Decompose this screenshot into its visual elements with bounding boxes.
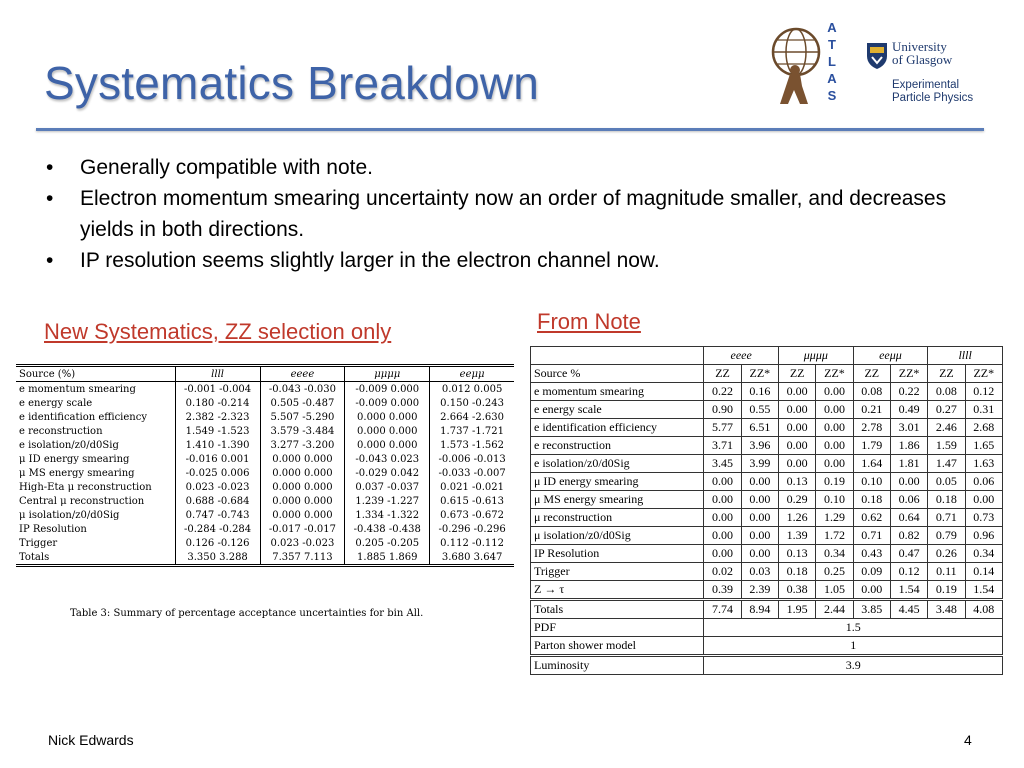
table-cell: 1.63 — [965, 455, 1002, 473]
table-cell: e energy scale — [19, 397, 93, 409]
uog-name-line2: of Glasgow — [892, 52, 953, 67]
table-cell: -0.009 0.000 — [345, 382, 430, 397]
table-cell: 0.00 — [779, 437, 816, 455]
table-cell: 0.673 -0.672 — [430, 508, 514, 522]
table-cell: 0.150 -0.243 — [430, 396, 514, 410]
table-cell: Trigger — [19, 537, 58, 549]
table-cell: Totals — [16, 550, 175, 566]
table-cell: Parton shower model — [531, 637, 704, 656]
table-cell: 0.29 — [779, 491, 816, 509]
table-cell: 1.885 1.869 — [345, 550, 430, 566]
table-cell: 0.16 — [741, 383, 778, 401]
table-cell: 0.12 — [965, 383, 1002, 401]
table-cell: IP Resolution — [531, 545, 704, 563]
sub-header: ZZ* — [741, 365, 778, 383]
table-cell: -0.025 0.006 — [175, 466, 260, 480]
table-row — [531, 419, 1003, 437]
new-systematics-table — [16, 364, 514, 567]
new-systematics-table-container — [16, 364, 514, 567]
slide-title: Systematics Breakdown — [44, 57, 540, 109]
sub-header: ZZ — [853, 365, 890, 383]
column-header: llll — [175, 366, 260, 382]
table-cell: 1.47 — [928, 455, 965, 473]
table-cell: 5.77 — [704, 419, 741, 437]
table-cell: e isolation/z0/d0Sig — [19, 439, 119, 451]
table-cell: 0.21 — [853, 401, 890, 419]
table-cell: 1.79 — [853, 437, 890, 455]
table-cell: 0.037 -0.037 — [345, 480, 430, 494]
note-table-container — [530, 346, 1003, 675]
table-cell: 0.96 — [965, 527, 1002, 545]
column-header: Source (%) — [16, 366, 175, 382]
table-cell: 0.615 -0.613 — [430, 494, 514, 508]
table-cell: 0.31 — [965, 401, 1002, 419]
table-cell: 2.46 — [928, 419, 965, 437]
uog-name-line1: University — [892, 39, 947, 54]
bullet-item — [46, 152, 976, 183]
table-cell: 0.12 — [890, 563, 927, 581]
table-row — [531, 491, 1003, 509]
group-header-row — [531, 347, 1003, 365]
table-cell: -0.438 -0.438 — [345, 522, 430, 536]
table-cell: 0.00 — [816, 383, 853, 401]
table-cell: 0.000 0.000 — [345, 424, 430, 438]
table-cell: 0.25 — [816, 563, 853, 581]
table-cell: 0.021 -0.021 — [430, 480, 514, 494]
table-cell: 3.680 3.647 — [430, 550, 514, 566]
table-cell: 0.62 — [853, 509, 890, 527]
bullet-text: Electron momentum smearing uncertainty now an order of magnitude smaller, and decreases yields in both directions. — [80, 187, 947, 241]
table-cell: 0.02 — [704, 563, 741, 581]
table-cell: 0.023 -0.023 — [175, 480, 260, 494]
table-cell: 0.00 — [816, 419, 853, 437]
table-cell: Z → τ — [531, 581, 704, 600]
table-cell: 0.22 — [704, 383, 741, 401]
table-row — [531, 581, 1003, 600]
table-cell: 0.10 — [816, 491, 853, 509]
table-row — [16, 550, 514, 566]
table-cell: 0.505 -0.487 — [260, 396, 345, 410]
table-cell: e identification efficiency — [531, 419, 704, 437]
new-systematics-label: New Systematics, ZZ selection only — [44, 319, 392, 344]
table-cell: 1.64 — [853, 455, 890, 473]
table-cell: Luminosity — [531, 656, 704, 675]
table-cell: μ isolation/z0/d0Sig — [19, 509, 120, 521]
table-cell: 4.45 — [890, 600, 927, 619]
table-cell: μ ID energy smearing — [19, 453, 130, 465]
svg-text:A: A — [827, 20, 837, 35]
table-cell: 1.65 — [965, 437, 1002, 455]
table-row — [531, 383, 1003, 401]
table-cell: 0.27 — [928, 401, 965, 419]
table-cell: PDF — [531, 619, 704, 637]
table-cell: 0.47 — [890, 545, 927, 563]
table-row — [16, 382, 514, 397]
table-cell: 0.18 — [853, 491, 890, 509]
table-cell: 0.43 — [853, 545, 890, 563]
table-cell: 7.357 7.113 — [260, 550, 345, 566]
uog-dept-line1: Experimental — [892, 79, 960, 91]
table-cell: 0.73 — [965, 509, 1002, 527]
table-cell: -0.017 -0.017 — [260, 522, 345, 536]
table-cell: 2.44 — [816, 600, 853, 619]
table-cell: 0.64 — [890, 509, 927, 527]
from-note-label: From Note — [537, 309, 641, 334]
table-cell: 0.18 — [779, 563, 816, 581]
table-cell: 1.29 — [816, 509, 853, 527]
table-cell: 0.00 — [704, 545, 741, 563]
table-row — [531, 455, 1003, 473]
table-cell: High-Eta μ reconstruction — [19, 481, 152, 493]
table-cell: e identification efficiency — [19, 411, 147, 423]
table-cell: 5.507 -5.290 — [260, 410, 345, 424]
table-cell: μ MS energy smearing — [531, 491, 704, 509]
table-cell: 0.14 — [965, 563, 1002, 581]
sub-header: ZZ — [928, 365, 965, 383]
table-cell: 2.68 — [965, 419, 1002, 437]
sub-header-row — [531, 365, 1003, 383]
table-cell: 4.08 — [965, 600, 1002, 619]
table-cell: e isolation/z0/d0Sig — [531, 455, 704, 473]
table-row — [531, 545, 1003, 563]
table-cell: μ isolation/z0/d0Sig — [531, 527, 704, 545]
bullet-marker: • — [46, 187, 54, 210]
sub-header: ZZ — [704, 365, 741, 383]
table-cell: 0.19 — [816, 473, 853, 491]
table-cell: μ ID energy smearing — [531, 473, 704, 491]
table-cell: 1.95 — [779, 600, 816, 619]
empty-header-cell — [531, 347, 704, 365]
table-cell: 2.664 -2.630 — [430, 410, 514, 424]
table-cell: 0.22 — [890, 383, 927, 401]
table-cell: μ MS energy smearing — [19, 467, 135, 479]
table-row — [531, 473, 1003, 491]
table-cell: 1.737 -1.721 — [430, 424, 514, 438]
table-row — [16, 424, 514, 438]
table-cell: 0.023 -0.023 — [260, 536, 345, 550]
table-cell: -0.029 0.042 — [345, 466, 430, 480]
table-cell: 0.00 — [816, 437, 853, 455]
table-cell: 3.579 -3.484 — [260, 424, 345, 438]
table-cell: 3.45 — [704, 455, 741, 473]
table-cell: 0.00 — [779, 383, 816, 401]
table-cell: 1.549 -1.523 — [175, 424, 260, 438]
table-caption: Table 3: Summary of percentage acceptance uncertainties for bin All. — [70, 608, 424, 619]
table-cell: 0.26 — [928, 545, 965, 563]
table-cell: e momentum smearing — [19, 383, 136, 395]
totals-row — [531, 600, 1003, 619]
table-row — [531, 437, 1003, 455]
table-cell: 0.112 -0.112 — [430, 536, 514, 550]
table-cell: 0.00 — [779, 419, 816, 437]
table-cell: 3.96 — [741, 437, 778, 455]
table-cell: 1.72 — [816, 527, 853, 545]
table-cell: Central μ reconstruction — [19, 495, 145, 507]
table-cell: 0.38 — [779, 581, 816, 600]
table-cell: 0.39 — [704, 581, 741, 600]
table-cell: 6.51 — [741, 419, 778, 437]
table-row — [16, 466, 514, 480]
table-cell: 0.00 — [741, 545, 778, 563]
table-cell: 0.49 — [890, 401, 927, 419]
sub-header: ZZ* — [816, 365, 853, 383]
bullet-text: Generally compatible with note. — [80, 156, 373, 179]
glasgow-crest-icon — [866, 42, 888, 70]
table-cell: 0.000 0.000 — [260, 452, 345, 466]
table-cell: 0.82 — [890, 527, 927, 545]
uog-dept-line2: Particle Physics — [892, 92, 974, 104]
table-cell: 0.06 — [890, 491, 927, 509]
column-header: eeee — [260, 366, 345, 382]
svg-text:T: T — [828, 37, 836, 52]
table-cell: 0.000 0.000 — [260, 508, 345, 522]
table-cell: 0.03 — [741, 563, 778, 581]
table-cell: 0.00 — [741, 473, 778, 491]
table-cell: 0.90 — [704, 401, 741, 419]
table-cell: -0.001 -0.004 — [175, 382, 260, 397]
table-cell: 0.00 — [741, 527, 778, 545]
table-cell: -0.296 -0.296 — [430, 522, 514, 536]
table-cell: -0.033 -0.007 — [430, 466, 514, 480]
table-cell: 1.86 — [890, 437, 927, 455]
table-header-row — [16, 366, 514, 382]
pdf-row — [531, 619, 1003, 637]
table-cell: 0.71 — [928, 509, 965, 527]
table-cell: 0.180 -0.214 — [175, 396, 260, 410]
table-cell: IP Resolution — [19, 523, 87, 535]
table-cell: 1.59 — [928, 437, 965, 455]
table-cell: 1.239 -1.227 — [345, 494, 430, 508]
column-header: μμμμ — [345, 366, 430, 382]
table-cell: 0.34 — [965, 545, 1002, 563]
table-cell: 0.688 -0.684 — [175, 494, 260, 508]
group-header: eeμμ — [853, 347, 928, 365]
table-cell: -0.016 0.001 — [175, 452, 260, 466]
note-systematics-table — [530, 346, 1003, 675]
group-header: eeee — [704, 347, 779, 365]
table-row — [16, 438, 514, 452]
table-cell: 0.00 — [741, 491, 778, 509]
table-cell: Totals — [531, 600, 704, 619]
table-cell: 1.54 — [965, 581, 1002, 600]
table-cell: 0.012 0.005 — [430, 382, 514, 397]
table-cell: μ reconstruction — [531, 509, 704, 527]
bullet-item — [46, 245, 976, 276]
table-cell: 0.00 — [704, 527, 741, 545]
table-cell: 0.00 — [816, 455, 853, 473]
table-cell: 3.48 — [928, 600, 965, 619]
table-cell: 0.05 — [928, 473, 965, 491]
table-cell: 0.71 — [853, 527, 890, 545]
table-cell: 2.382 -2.323 — [175, 410, 260, 424]
table-cell: 1.81 — [890, 455, 927, 473]
table-cell: -0.284 -0.284 — [175, 522, 260, 536]
parton-shower-row — [531, 637, 1003, 656]
table-cell: 1.26 — [779, 509, 816, 527]
table-row — [16, 410, 514, 424]
table-cell: -0.043 0.023 — [345, 452, 430, 466]
svg-text:S: S — [827, 88, 837, 103]
table-cell: 3.9 — [704, 656, 1003, 675]
table-row — [531, 509, 1003, 527]
bullet-list — [46, 152, 976, 276]
table-cell: 0.00 — [704, 491, 741, 509]
table-cell: 0.09 — [853, 563, 890, 581]
table-cell: 1.573 -1.562 — [430, 438, 514, 452]
table-cell: 0.19 — [928, 581, 965, 600]
table-row — [16, 396, 514, 410]
table-cell: -0.009 0.000 — [345, 396, 430, 410]
table-cell: 0.000 0.000 — [260, 480, 345, 494]
table-cell: 0.00 — [704, 509, 741, 527]
table-cell: 0.00 — [853, 581, 890, 600]
table-cell: 0.00 — [779, 455, 816, 473]
atlas-logo — [762, 18, 844, 110]
table-row — [16, 480, 514, 494]
table-cell: e energy scale — [531, 401, 704, 419]
table-row — [531, 563, 1003, 581]
table-cell: 3.99 — [741, 455, 778, 473]
table-row — [16, 508, 514, 522]
university-of-glasgow-logo — [866, 38, 978, 108]
sub-header: ZZ — [779, 365, 816, 383]
bullet-marker: • — [46, 156, 54, 179]
table-cell: 0.06 — [965, 473, 1002, 491]
table-cell: 1.410 -1.390 — [175, 438, 260, 452]
title-divider — [36, 128, 984, 131]
table-cell: 0.000 0.000 — [345, 438, 430, 452]
table-cell: 0.55 — [741, 401, 778, 419]
bullet-item — [46, 183, 976, 245]
table-cell: 1.05 — [816, 581, 853, 600]
table-cell: 3.277 -3.200 — [260, 438, 345, 452]
table-cell: 0.000 0.000 — [345, 410, 430, 424]
footer-author: Nick Edwards — [48, 732, 134, 748]
bullet-text: IP resolution seems slightly larger in the electron channel now. — [80, 249, 660, 272]
group-header: μμμμ — [779, 347, 854, 365]
table-cell: 0.10 — [853, 473, 890, 491]
source-header: Source % — [531, 365, 704, 383]
table-cell: 0.00 — [965, 491, 1002, 509]
table-cell: 0.11 — [928, 563, 965, 581]
table-cell: 0.00 — [890, 473, 927, 491]
table-cell: 3.71 — [704, 437, 741, 455]
table-cell: 8.94 — [741, 600, 778, 619]
table-cell: 0.13 — [779, 473, 816, 491]
table-cell: 3.01 — [890, 419, 927, 437]
table-cell: 1.334 -1.322 — [345, 508, 430, 522]
table-cell: 0.18 — [928, 491, 965, 509]
table-cell: 1.5 — [704, 619, 1003, 637]
svg-text:A: A — [827, 71, 837, 86]
table-cell: 0.79 — [928, 527, 965, 545]
sub-header: ZZ* — [890, 365, 927, 383]
table-cell: e momentum smearing — [531, 383, 704, 401]
table-cell: Trigger — [531, 563, 704, 581]
table-cell: 3.350 3.288 — [175, 550, 260, 566]
table-cell: 0.126 -0.126 — [175, 536, 260, 550]
table-row — [16, 494, 514, 508]
table-cell: 0.747 -0.743 — [175, 508, 260, 522]
table-cell: -0.043 -0.030 — [260, 382, 345, 397]
table-row — [16, 536, 514, 550]
table-cell: 0.205 -0.205 — [345, 536, 430, 550]
table-cell: 3.85 — [853, 600, 890, 619]
table-cell: 1.39 — [779, 527, 816, 545]
table-cell: 0.00 — [704, 473, 741, 491]
group-header: llll — [928, 347, 1003, 365]
luminosity-row — [531, 656, 1003, 675]
table-row — [16, 452, 514, 466]
table-row — [531, 401, 1003, 419]
table-cell: e reconstruction — [19, 425, 103, 437]
table-cell: 7.74 — [704, 600, 741, 619]
table-cell: 0.08 — [928, 383, 965, 401]
page-number: 4 — [964, 732, 972, 748]
table-row — [16, 522, 514, 536]
table-cell: 0.00 — [741, 509, 778, 527]
table-row — [531, 527, 1003, 545]
table-cell: 0.00 — [816, 401, 853, 419]
svg-text:L: L — [828, 54, 836, 69]
sub-header: ZZ* — [965, 365, 1002, 383]
table-cell: 0.000 0.000 — [260, 494, 345, 508]
table-cell: 0.13 — [779, 545, 816, 563]
table-cell: 1.54 — [890, 581, 927, 600]
table-cell: 2.39 — [741, 581, 778, 600]
bullet-marker: • — [46, 249, 54, 272]
table-cell: 0.08 — [853, 383, 890, 401]
table-cell: 0.00 — [779, 401, 816, 419]
table-cell: 2.78 — [853, 419, 890, 437]
column-header: eeμμ — [430, 366, 514, 382]
table-cell: -0.006 -0.013 — [430, 452, 514, 466]
table-cell: 1 — [704, 637, 1003, 656]
table-cell: e reconstruction — [531, 437, 704, 455]
table-cell: 0.000 0.000 — [260, 466, 345, 480]
table-cell: 0.34 — [816, 545, 853, 563]
